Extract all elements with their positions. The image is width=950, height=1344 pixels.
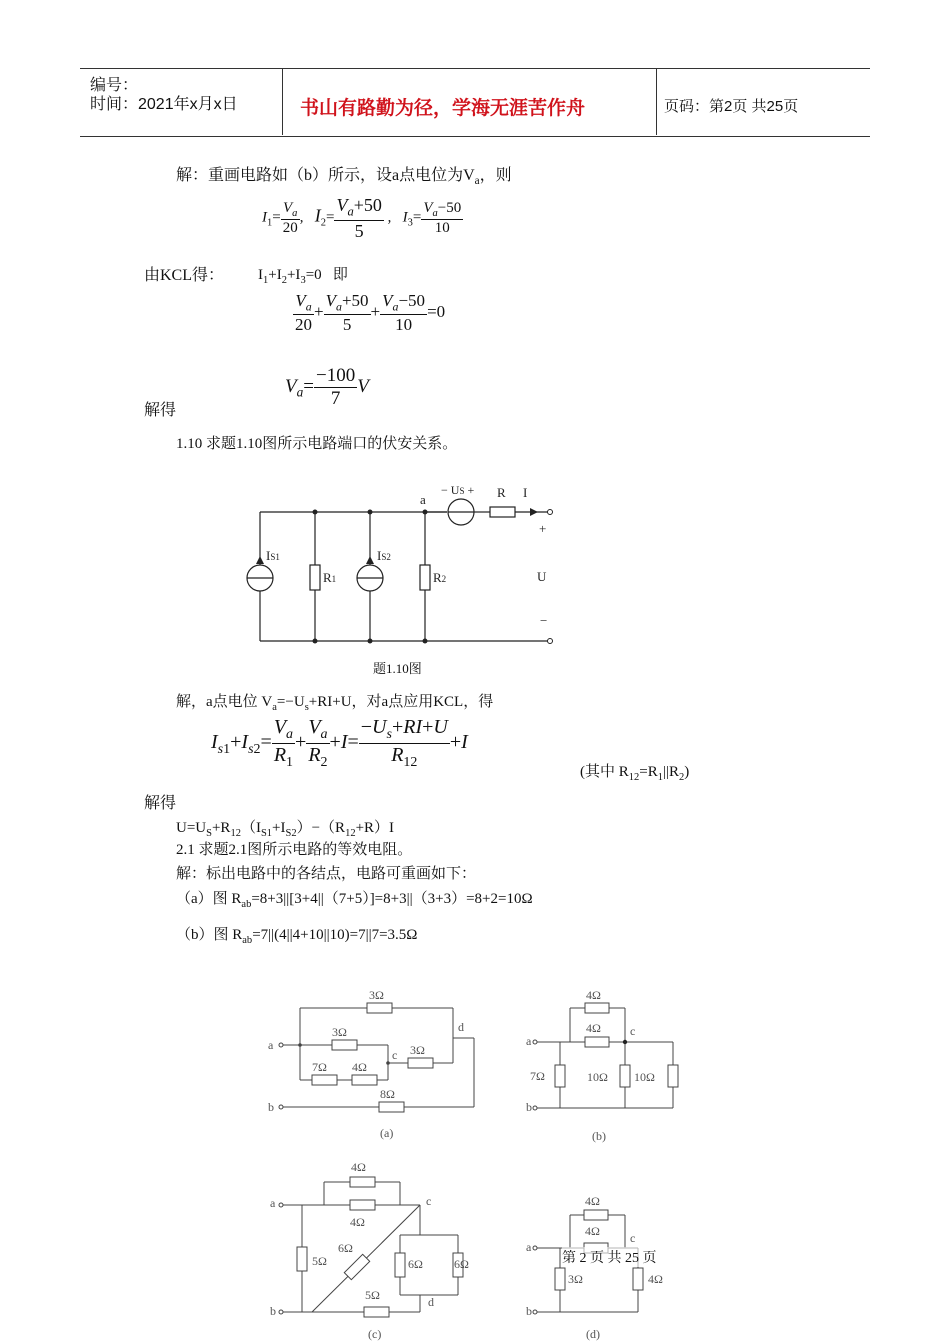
r12-note: (其中 $R_{12}=R_1||R_2$) bbox=[580, 764, 690, 783]
svg-text:(c): (c) bbox=[368, 1327, 382, 1341]
page-label: 页码：第2页 共25页 bbox=[664, 98, 799, 115]
svg-text:5Ω: 5Ω bbox=[312, 1254, 327, 1268]
svg-text:c: c bbox=[630, 1024, 636, 1038]
svg-text:6Ω: 6Ω bbox=[454, 1257, 469, 1271]
svg-text:6Ω: 6Ω bbox=[338, 1241, 353, 1255]
u-result: $U=U_S+R_{12}(I_{S1}+I_{S2})-(R_{12}+R)I$ bbox=[176, 820, 395, 839]
header-motto: 书山有路勤为径，学海无涯苦作舟 bbox=[300, 97, 586, 119]
svg-text:4Ω: 4Ω bbox=[351, 1160, 366, 1174]
svg-text:4Ω: 4Ω bbox=[352, 1060, 367, 1074]
svg-text:10Ω: 10Ω bbox=[634, 1070, 655, 1084]
header-divider bbox=[656, 68, 657, 135]
svg-text:c: c bbox=[630, 1231, 636, 1245]
svg-text:8Ω: 8Ω bbox=[380, 1087, 395, 1101]
svg-text:a: a bbox=[268, 1038, 274, 1052]
solution-intro: 解：重画电路如（b）所示，设a点电位为$V_a$，则 bbox=[176, 167, 512, 188]
svg-text:c: c bbox=[392, 1048, 398, 1062]
svg-text:3Ω: 3Ω bbox=[332, 1025, 347, 1039]
svg-text:IS1: IS1 bbox=[266, 548, 280, 563]
svg-text:3Ω: 3Ω bbox=[369, 988, 384, 1002]
figure-1-10 bbox=[230, 478, 570, 678]
figure-2-1-a bbox=[262, 980, 492, 1145]
svg-text:c: c bbox=[426, 1194, 432, 1208]
solution-1-10: 解，a点电位 $V_a=-U_s+RI+U$，对a点应用KCL，得 bbox=[176, 694, 494, 713]
kcl-equation: $I_1+I_2+I_3=0$ 即 bbox=[258, 267, 348, 286]
svg-text:a: a bbox=[270, 1196, 276, 1210]
svg-text:4Ω: 4Ω bbox=[585, 1194, 600, 1208]
svg-text:+: + bbox=[539, 521, 547, 536]
svg-text:3Ω: 3Ω bbox=[410, 1043, 425, 1057]
svg-text:4Ω: 4Ω bbox=[586, 1021, 601, 1035]
kcl-prefix: 由KCL得： bbox=[144, 267, 225, 284]
figure-2-1-c bbox=[262, 1155, 492, 1344]
footer-page-label: 第 2 页 共 25 页 bbox=[562, 1247, 657, 1267]
svg-text:d: d bbox=[458, 1020, 464, 1034]
date-label: 时间：2021年x月x日 bbox=[90, 96, 238, 113]
svg-text:b: b bbox=[268, 1100, 274, 1114]
svg-text:3Ω: 3Ω bbox=[568, 1272, 583, 1286]
rab-a: （a）图 $R_{ab}=8+3||[3+4||(7+5)]=8+3||(3+3)=8+2=10\Omega$ bbox=[176, 891, 533, 910]
svg-text:R2: R2 bbox=[433, 570, 447, 585]
va-result: $V_a=$ $\frac{-100}{7}$ V bbox=[285, 365, 369, 409]
svg-text:a: a bbox=[526, 1034, 532, 1048]
svg-text:IS2: IS2 bbox=[377, 548, 391, 563]
svg-text:7Ω: 7Ω bbox=[312, 1060, 327, 1074]
svg-text:4Ω: 4Ω bbox=[648, 1272, 663, 1286]
svg-text:(a): (a) bbox=[380, 1126, 394, 1140]
serial-label: 编号： bbox=[90, 77, 139, 94]
svg-text:(d): (d) bbox=[586, 1327, 600, 1341]
solve-label-2: 解得 bbox=[144, 795, 177, 812]
svg-text:4Ω: 4Ω bbox=[585, 1224, 600, 1238]
svg-text:b: b bbox=[526, 1304, 532, 1318]
svg-text:4Ω: 4Ω bbox=[586, 988, 601, 1002]
svg-text:b: b bbox=[270, 1304, 276, 1318]
svg-text:5Ω: 5Ω bbox=[365, 1288, 380, 1302]
solve-label: 解得 bbox=[144, 402, 177, 419]
kcl-sum-equation: $\frac{V_a}{20}$ + $\frac{V_a+50}{5}$ + $\frac{V_a-50}{10}$ =0 bbox=[295, 291, 446, 335]
svg-text:d: d bbox=[428, 1295, 434, 1309]
header-divider bbox=[282, 68, 283, 135]
svg-text:7Ω: 7Ω bbox=[530, 1069, 545, 1083]
svg-text:b: b bbox=[526, 1100, 532, 1114]
rab-b: （b）图 $R_{ab}=7||(4||4+10||10)=7||7=3.5\Omega$ bbox=[176, 927, 418, 946]
question-2-1: 2.1 求题2.1图所示电路的等效电阻。 bbox=[176, 842, 413, 858]
question-1-10: 1.10 求题1.10图所示电路端口的伏安关系。 bbox=[176, 436, 458, 452]
figure-1-10-caption: 题1.10图 bbox=[373, 661, 422, 676]
svg-text:U: U bbox=[537, 569, 547, 584]
svg-text:a: a bbox=[420, 492, 426, 507]
svg-text:(b): (b) bbox=[592, 1129, 606, 1143]
svg-text:I: I bbox=[523, 485, 528, 500]
svg-text:4Ω: 4Ω bbox=[350, 1215, 365, 1229]
svg-text:R1: R1 bbox=[323, 570, 337, 585]
question-2-1-solution: 解：标出电路中的各结点，电路可重画如下： bbox=[176, 866, 477, 882]
svg-text:−: − bbox=[540, 613, 548, 628]
current-equations: $I_1=$ $\frac{V_a}{20}$ , $I_2=$ $\frac{V_a+50}{5}$ , $I_3=$ $\frac{V_a-50}{10}$ bbox=[262, 195, 462, 241]
svg-text:6Ω: 6Ω bbox=[408, 1257, 423, 1271]
svg-text:10Ω: 10Ω bbox=[587, 1070, 608, 1084]
kcl-1-10-equation: $I_{s1}+I_{s2}=$ $\frac{V_a}{R_1}$ + $\frac{V_a}{R_2}$ +I= $\frac{-U_s+RI+U}{R_{12}}$ +I bbox=[211, 716, 468, 770]
figure-2-1-b bbox=[520, 980, 695, 1145]
svg-text:R: R bbox=[497, 485, 506, 500]
svg-text:a: a bbox=[526, 1240, 532, 1254]
svg-text:− US+: − US + bbox=[441, 483, 475, 497]
